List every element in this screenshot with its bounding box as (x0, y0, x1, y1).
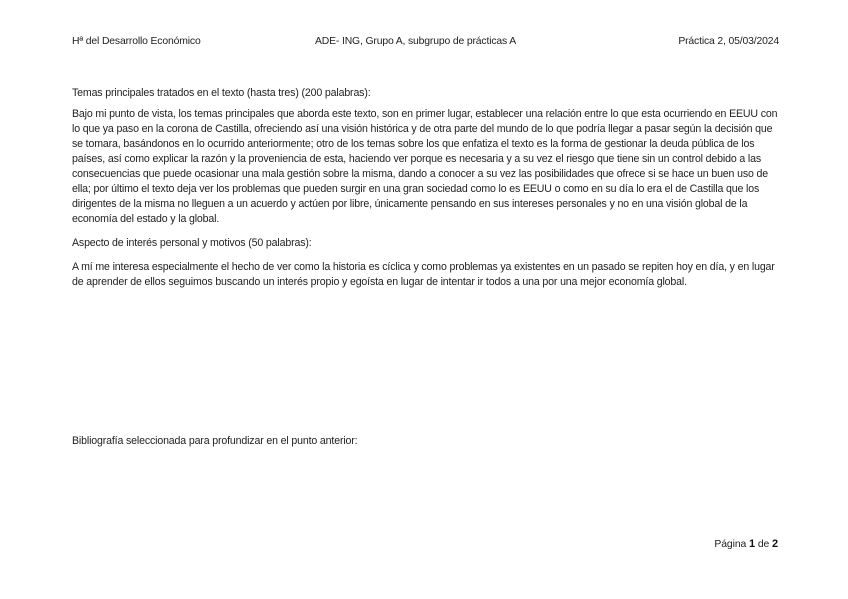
page-of-label: de (757, 539, 770, 550)
header-practice-date: Práctica 2, 05/03/2024 (678, 36, 779, 47)
interest-paragraph: A mí me interesa especialmente el hecho de ver como la historia es cíclica y como problemas ya existentes en un pasado se repiten hoy en día, y en lugar de aprender de ellos seguimos buscando un interés propio y egoísta en lugar de intentar ir todos a una por una mejor economía global. (72, 261, 775, 288)
bibliography-heading: Bibliografía seleccionada para profundizar en el punto anterior: (72, 435, 358, 447)
interest-heading: Aspecto de interés personal y motivos (50 palabras): (72, 237, 312, 249)
topics-heading: Temas principales tratados en el texto (hasta tres) (200 palabras): (72, 87, 371, 99)
page-label: Página (714, 539, 747, 550)
page-current-number: 1 (748, 538, 756, 550)
page-header (72, 36, 779, 50)
page-footer (714, 538, 778, 550)
header-course-title: Hª del Desarrollo Económico (72, 36, 201, 47)
document-body (72, 86, 780, 290)
header-group-info: ADE- ING, Grupo A, subgrupo de prácticas A (315, 36, 517, 47)
topics-paragraph: Bajo mi punto de vista, los temas principales que aborda este texto, son en primer lugar, establecer una relación entre lo que esta ocurriendo en EEUU con lo que ya paso en la corona de Castilla, ofreciendo así una visión histórica y de otra parte del mundo de lo que podría llegar a pasar según la decisión que se tomara, basándonos en lo ocurrido anteriormente; otro de los temas sobre los que enfatiza el texto es la forma de gestionar la deuda pública de los países, así como explicar la razón y la proveniencia de esta, haciendo ver porque es necesaria y a su vez el riesgo que tiene sin un control debido a las consecuencias que puede ocasionar una mala gestión sobre la misma, dando a conocer a su vez las posibilidades que ofrece si se hace un buen uso de ella; por último el texto deja ver los problemas que pueden surgir en una gran sociedad como lo es EEUU o como en su día lo era el de Castilla que los dirigentes de la misma no lleguen a un acuerdo y actúen por libre, únicamente pensando en sus intereses personales y no en una visión global de la economía del estado y la global. (72, 108, 778, 225)
page-total-number: 2 (771, 538, 778, 550)
